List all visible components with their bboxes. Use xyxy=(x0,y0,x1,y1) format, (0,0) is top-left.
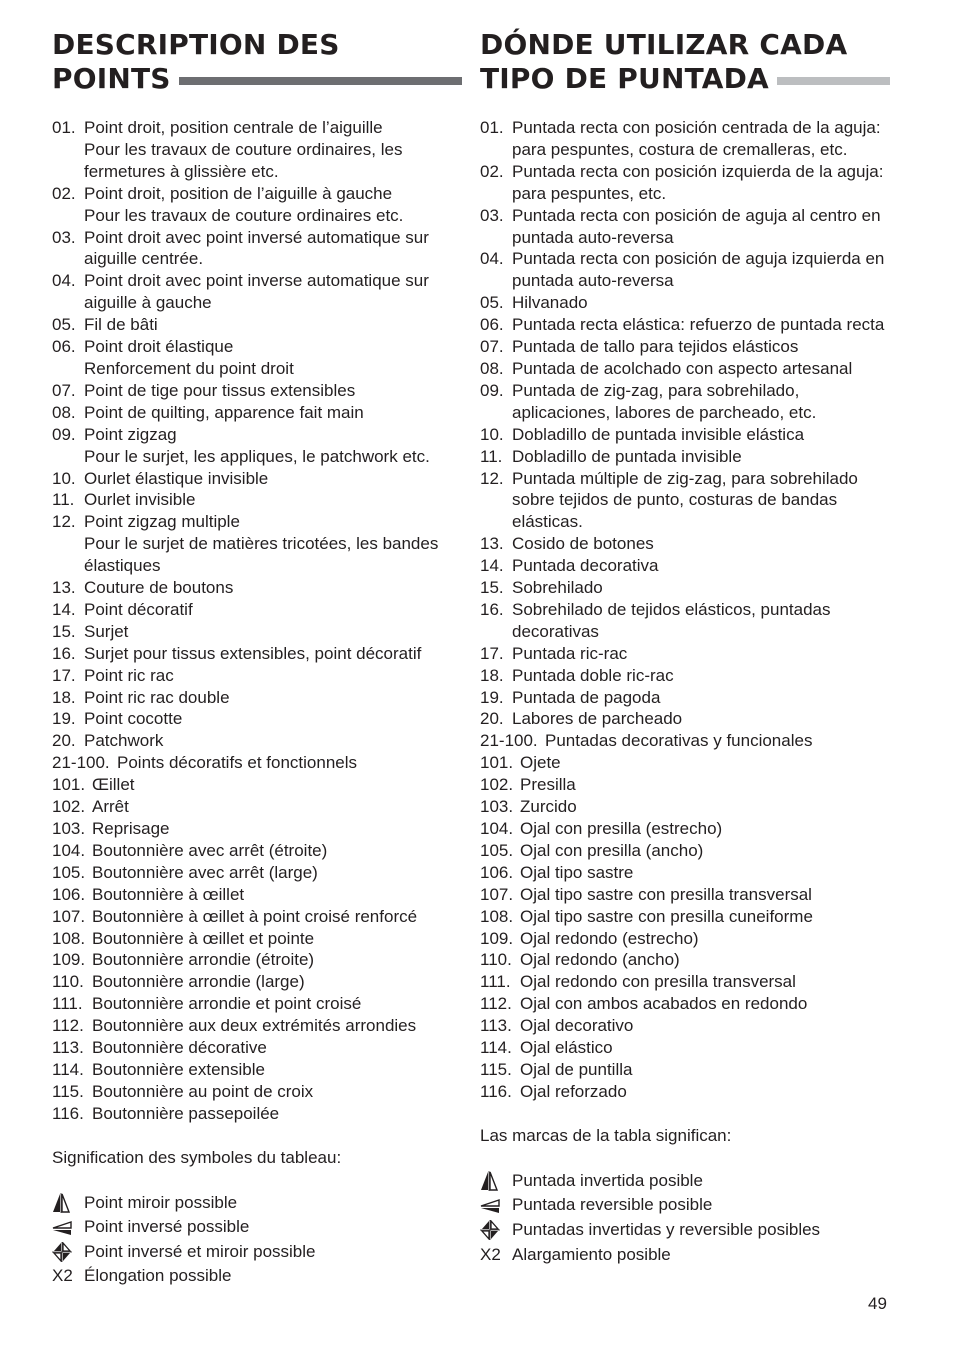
list-item xyxy=(52,117,462,183)
list-item xyxy=(52,708,462,730)
item-text: Point ric rac double xyxy=(84,687,230,707)
list-item xyxy=(52,511,462,577)
list-item xyxy=(52,665,462,687)
item-text: Presilla xyxy=(520,775,576,795)
symbol-row xyxy=(52,1191,462,1216)
item-number: 109. xyxy=(480,928,514,948)
list-item xyxy=(52,906,462,928)
symbol-text: Point inversé et miroir possible xyxy=(84,1241,316,1261)
list-item xyxy=(480,1037,890,1059)
item-text: Puntada recta con posición de aguja al centro en puntada auto-reversa xyxy=(512,205,881,247)
item-text: Ojal con ambos acabados en redondo xyxy=(520,994,808,1014)
list-item xyxy=(52,993,462,1015)
symbol-row xyxy=(52,1264,462,1289)
item-number: 08. xyxy=(52,402,76,422)
item-number: 105. xyxy=(52,862,86,882)
list-item xyxy=(52,730,462,752)
item-number: 02. xyxy=(480,161,504,181)
item-text: Boutonnière à œillet xyxy=(92,884,245,904)
item-number: 102. xyxy=(480,775,514,795)
item-number: 105. xyxy=(480,840,514,860)
item-text: Ojal decorativo xyxy=(520,1016,634,1036)
spanish-symbols-legend xyxy=(480,1169,890,1267)
item-text: Ojal de puntilla xyxy=(520,1059,633,1079)
symbol-text: Point inversé possible xyxy=(84,1217,250,1237)
item-text: Puntada recta con posición centrada de la aguja: para pespuntes, costura de cremalleras, etc. xyxy=(512,118,881,159)
item-text: Ojete xyxy=(520,753,561,773)
symbol-row xyxy=(480,1243,890,1268)
french-symbols-intro: Signification des symboles du tableau: xyxy=(52,1147,342,1167)
list-item xyxy=(480,752,890,774)
item-text: Couture de boutons xyxy=(84,578,234,598)
list-item xyxy=(480,577,890,599)
item-number: 101. xyxy=(52,775,86,795)
item-number: 116. xyxy=(52,1103,84,1123)
list-item xyxy=(52,752,462,774)
item-number: 19. xyxy=(480,687,504,707)
symbol-text: Élongation possible xyxy=(84,1266,232,1286)
x2-label: X2 xyxy=(52,1266,73,1286)
reverse-mirror-icon xyxy=(52,1242,84,1262)
item-text: Boutonnière à œillet à point croisé renforcé xyxy=(92,906,418,926)
symbol-row xyxy=(52,1215,462,1240)
list-item xyxy=(480,468,890,534)
x2-label: X2 xyxy=(480,1244,501,1264)
item-text: Ojal con presilla (ancho) xyxy=(520,840,704,860)
item-text: Boutonnière à œillet et pointe xyxy=(92,928,315,948)
item-text: Labores de parcheado xyxy=(512,709,683,729)
item-text: Œillet xyxy=(92,775,135,795)
item-text: Puntada de tallo para tejidos elásticos xyxy=(512,337,799,357)
list-item xyxy=(52,1081,462,1103)
item-number: 14. xyxy=(52,599,76,619)
item-text: Zurcido xyxy=(520,797,577,817)
symbol-row xyxy=(480,1218,890,1243)
symbol-text: Puntada reversible posible xyxy=(512,1195,713,1215)
item-number: 110. xyxy=(52,972,84,992)
item-number: 20. xyxy=(480,709,504,729)
list-item xyxy=(52,796,462,818)
spanish-title-line1: DÓNDE UTILIZAR CADA xyxy=(480,28,848,61)
list-item xyxy=(480,533,890,555)
symbol-text: Puntadas invertidas y reversible posibles xyxy=(512,1219,821,1239)
list-item xyxy=(52,314,462,336)
item-number: 107. xyxy=(480,884,514,904)
spanish-symbols-intro: Las marcas de la tabla significan: xyxy=(480,1125,732,1145)
spanish-stitch-list xyxy=(480,117,890,1103)
item-text: Ojal tipo sastre con presilla cuneiforme xyxy=(520,906,813,926)
item-number: 12. xyxy=(52,512,76,532)
item-text: Puntada recta elástica: refuerzo de puntada recta xyxy=(512,315,885,335)
item-number: 06. xyxy=(480,315,504,335)
list-item xyxy=(480,424,890,446)
item-text: Puntada de acolchado con aspecto artesanal xyxy=(512,358,853,378)
item-text: Point droit avec point inverse automatique sur aiguille à gauche xyxy=(84,271,429,313)
item-text: Surjet pour tissus extensibles, point décoratif xyxy=(84,643,422,663)
list-item xyxy=(480,205,890,249)
reverse-mirror-icon xyxy=(480,1220,512,1240)
item-number: 10. xyxy=(52,468,76,488)
item-number: 10. xyxy=(480,424,504,444)
item-number: 09. xyxy=(480,380,504,400)
list-item xyxy=(480,555,890,577)
item-text: Hilvanado xyxy=(512,293,588,313)
item-number: 06. xyxy=(52,337,76,357)
item-text: Ourlet élastique invisible xyxy=(84,468,269,488)
list-item xyxy=(480,906,890,928)
item-number: 01. xyxy=(480,118,504,137)
item-number: 106. xyxy=(480,862,514,882)
item-number: 111. xyxy=(480,972,511,992)
spanish-title-line2: TIPO DE PUNTADA xyxy=(480,62,769,95)
item-text: Dobladillo de puntada invisible elástica xyxy=(512,424,805,444)
french-column xyxy=(52,28,462,1289)
list-item xyxy=(52,643,462,665)
item-text: Sobrehilado xyxy=(512,578,603,598)
item-text: Puntada decorativa xyxy=(512,556,659,576)
item-number: 13. xyxy=(480,534,504,554)
list-item xyxy=(52,468,462,490)
french-title-line1: DESCRIPTION DES xyxy=(52,28,340,61)
item-text: Points décoratifs et fonctionnels xyxy=(117,753,358,773)
item-number: 18. xyxy=(52,687,76,707)
reverse-icon xyxy=(52,1220,84,1236)
item-number: 05. xyxy=(480,293,504,313)
list-item xyxy=(480,708,890,730)
list-item xyxy=(52,1059,462,1081)
item-text: Puntada doble ric-rac xyxy=(512,665,674,685)
item-number: 17. xyxy=(52,665,76,685)
item-number: 113. xyxy=(52,1038,84,1058)
item-text: Puntada múltiple de zig-zag, para sobrehilado sobre tejidos de punto, costuras de bandas elásticas. xyxy=(512,468,858,532)
item-text: Point cocotte xyxy=(84,709,183,729)
symbol-row xyxy=(480,1193,890,1218)
list-item xyxy=(480,971,890,993)
list-item xyxy=(480,862,890,884)
symbol-text: Puntada invertida posible xyxy=(512,1170,703,1190)
spanish-title-line2-wrap xyxy=(480,62,890,96)
spanish-title-rule xyxy=(777,77,890,85)
page-number: 49 xyxy=(868,1294,887,1313)
symbol-text: Point miroir possible xyxy=(84,1192,238,1212)
list-item xyxy=(52,424,462,468)
list-item xyxy=(480,446,890,468)
item-number: 115. xyxy=(52,1081,84,1101)
item-text: Boutonnière avec arrêt (large) xyxy=(92,862,318,882)
list-item xyxy=(52,621,462,643)
list-item xyxy=(52,1103,462,1125)
item-text: Surjet xyxy=(84,621,129,641)
item-text: Point droit élastique Renforcement du point droit xyxy=(84,337,294,378)
item-text: Puntada de pagoda xyxy=(512,687,661,707)
item-text: Boutonnière passepoilée xyxy=(92,1103,280,1123)
list-item xyxy=(480,1059,890,1081)
list-item xyxy=(52,862,462,884)
list-item xyxy=(52,1015,462,1037)
item-text: Point ric rac xyxy=(84,665,174,685)
item-text: Puntada ric-rac xyxy=(512,643,628,663)
list-item xyxy=(52,227,462,271)
list-item xyxy=(480,161,890,205)
list-item xyxy=(480,687,890,709)
item-number: 05. xyxy=(52,315,76,335)
item-text: Boutonnière au point de croix xyxy=(92,1081,314,1101)
list-item xyxy=(480,730,890,752)
item-number: 20. xyxy=(52,731,76,751)
item-text: Boutonnière avec arrêt (étroite) xyxy=(92,840,328,860)
list-item xyxy=(480,840,890,862)
item-text: Ojal redondo (estrecho) xyxy=(520,928,699,948)
item-number: 08. xyxy=(480,358,504,378)
item-number: 104. xyxy=(52,840,86,860)
list-item xyxy=(480,643,890,665)
french-stitch-list xyxy=(52,117,462,1125)
list-item xyxy=(480,928,890,950)
item-number: 114. xyxy=(480,1038,512,1058)
item-text: Point décoratif xyxy=(84,599,193,619)
symbol-row xyxy=(52,1240,462,1265)
item-number: 03. xyxy=(480,205,504,225)
item-number: 103. xyxy=(52,819,86,838)
item-number: 108. xyxy=(480,906,514,926)
item-number: 14. xyxy=(480,556,504,576)
item-text: Ojal redondo con presilla transversal xyxy=(520,972,796,992)
item-text: Sobrehilado de tejidos elásticos, puntadas decorativas xyxy=(512,599,831,641)
item-number: 15. xyxy=(480,578,504,598)
list-item xyxy=(480,292,890,314)
item-text: Ojal con presilla (estrecho) xyxy=(520,819,723,838)
item-text: Point de quilting, apparence fait main xyxy=(84,402,364,422)
item-text: Puntada recta con posición izquierda de la aguja: para pespuntes, etc. xyxy=(512,161,884,203)
item-text: Point droit, position centrale de l’aiguille Pour les travaux de couture ordinaires, les fermetures à glissière etc. xyxy=(84,118,403,181)
mirror-icon xyxy=(480,1171,512,1191)
list-item xyxy=(52,884,462,906)
item-text: Arrêt xyxy=(92,797,129,817)
item-number: 109. xyxy=(52,950,86,970)
item-number: 110. xyxy=(480,950,512,970)
list-item xyxy=(52,402,462,424)
item-text: Puntadas decorativas y funcionales xyxy=(545,731,813,751)
list-item xyxy=(52,1037,462,1059)
reverse-icon xyxy=(480,1198,512,1214)
item-number: 107. xyxy=(52,906,86,926)
list-item xyxy=(480,599,890,643)
list-item xyxy=(480,796,890,818)
item-text: Boutonnière arrondie et point croisé xyxy=(92,994,362,1014)
mirror-icon xyxy=(52,1193,84,1213)
list-item xyxy=(52,687,462,709)
item-text: Reprisage xyxy=(92,819,170,838)
item-number: 108. xyxy=(52,928,86,948)
french-title-line2: POINTS xyxy=(52,62,171,95)
item-text: Ojal reforzado xyxy=(520,1081,627,1101)
item-number: 18. xyxy=(480,665,504,685)
item-number: 02. xyxy=(52,183,76,203)
symbol-text: Alargamiento posible xyxy=(512,1244,671,1264)
item-number: 111. xyxy=(52,994,83,1014)
list-item xyxy=(52,599,462,621)
item-number: 103. xyxy=(480,797,514,817)
item-number: 15. xyxy=(52,621,76,641)
item-number: 11. xyxy=(52,490,75,510)
item-text: Ojal elástico xyxy=(520,1038,613,1058)
item-number: 04. xyxy=(480,249,504,269)
item-text: Cosido de botones xyxy=(512,534,654,554)
french-title-line2-wrap xyxy=(52,62,462,96)
french-symbols-legend xyxy=(52,1191,462,1289)
item-number: 101. xyxy=(480,753,514,773)
list-item xyxy=(52,336,462,380)
item-number: 102. xyxy=(52,797,86,817)
item-text: Point droit avec point inversé automatique sur aiguille centrée. xyxy=(84,227,429,269)
item-number: 13. xyxy=(52,578,76,598)
item-number: 03. xyxy=(52,227,76,247)
item-text: Ojal tipo sastre xyxy=(520,862,634,882)
list-item xyxy=(52,971,462,993)
list-item xyxy=(52,270,462,314)
item-number: 07. xyxy=(52,380,76,400)
french-title-rule xyxy=(179,77,462,85)
item-number: 04. xyxy=(52,271,76,291)
item-number: 21-100. xyxy=(52,753,110,773)
item-number: 115. xyxy=(480,1059,512,1079)
item-number: 16. xyxy=(480,599,504,619)
list-item xyxy=(52,928,462,950)
list-item xyxy=(480,380,890,424)
item-text: Point zigzag Pour le surjet, les appliques, le patchwork etc. xyxy=(84,424,430,466)
item-text: Puntada de zig-zag, para sobrehilado, aplicaciones, labores de parcheado, etc. xyxy=(512,380,817,422)
item-number: 21-100. xyxy=(480,731,538,751)
list-item xyxy=(480,993,890,1015)
list-item xyxy=(52,840,462,862)
item-text: Boutonnière arrondie (large) xyxy=(92,972,305,992)
list-item xyxy=(52,489,462,511)
item-number: 11. xyxy=(480,446,503,466)
item-number: 09. xyxy=(52,424,76,444)
item-text: Puntada recta con posición de aguja izquierda en puntada auto-reversa xyxy=(512,249,885,291)
item-number: 104. xyxy=(480,819,514,838)
item-number: 112. xyxy=(52,1016,84,1036)
list-item xyxy=(52,949,462,971)
list-item xyxy=(480,884,890,906)
item-number: 07. xyxy=(480,337,504,357)
item-text: Boutonnière décorative xyxy=(92,1038,267,1058)
item-text: Fil de bâti xyxy=(84,315,158,335)
item-number: 19. xyxy=(52,709,76,729)
item-text: Point zigzag multiple Pour le surjet de matières tricotées, les bandes élastiques xyxy=(84,512,439,576)
item-text: Ourlet invisible xyxy=(84,490,196,510)
item-number: 113. xyxy=(480,1016,512,1036)
item-text: Point droit, position de l’aiguille à gauche Pour les travaux de couture ordinaires etc. xyxy=(84,183,404,225)
item-text: Point de tige pour tissus extensibles xyxy=(84,380,356,400)
list-item xyxy=(52,380,462,402)
symbol-row xyxy=(480,1169,890,1194)
list-item xyxy=(480,1081,890,1103)
item-number: 12. xyxy=(480,468,504,488)
item-number: 116. xyxy=(480,1081,512,1101)
item-text: Ojal redondo (ancho) xyxy=(520,950,680,970)
item-number: 01. xyxy=(52,118,76,137)
list-item xyxy=(480,336,890,358)
list-item xyxy=(52,183,462,227)
item-text: Dobladillo de puntada invisible xyxy=(512,446,742,466)
list-item xyxy=(480,1015,890,1037)
item-number: 17. xyxy=(480,643,504,663)
list-item xyxy=(480,818,890,840)
item-number: 112. xyxy=(480,994,512,1014)
spanish-column xyxy=(480,28,890,1267)
list-item xyxy=(480,117,890,161)
list-item xyxy=(52,774,462,796)
list-item xyxy=(52,577,462,599)
item-text: Patchwork xyxy=(84,731,164,751)
item-text: Ojal tipo sastre con presilla transversal xyxy=(520,884,812,904)
item-number: 16. xyxy=(52,643,76,663)
list-item xyxy=(480,358,890,380)
list-item xyxy=(480,665,890,687)
item-text: Boutonnière extensible xyxy=(92,1059,265,1079)
list-item xyxy=(480,774,890,796)
list-item xyxy=(480,949,890,971)
item-number: 106. xyxy=(52,884,86,904)
list-item xyxy=(480,314,890,336)
list-item xyxy=(480,248,890,292)
item-number: 114. xyxy=(52,1059,84,1079)
item-text: Boutonnière aux deux extrémités arrondies xyxy=(92,1016,417,1036)
item-text: Boutonnière arrondie (étroite) xyxy=(92,950,315,970)
list-item xyxy=(52,818,462,840)
